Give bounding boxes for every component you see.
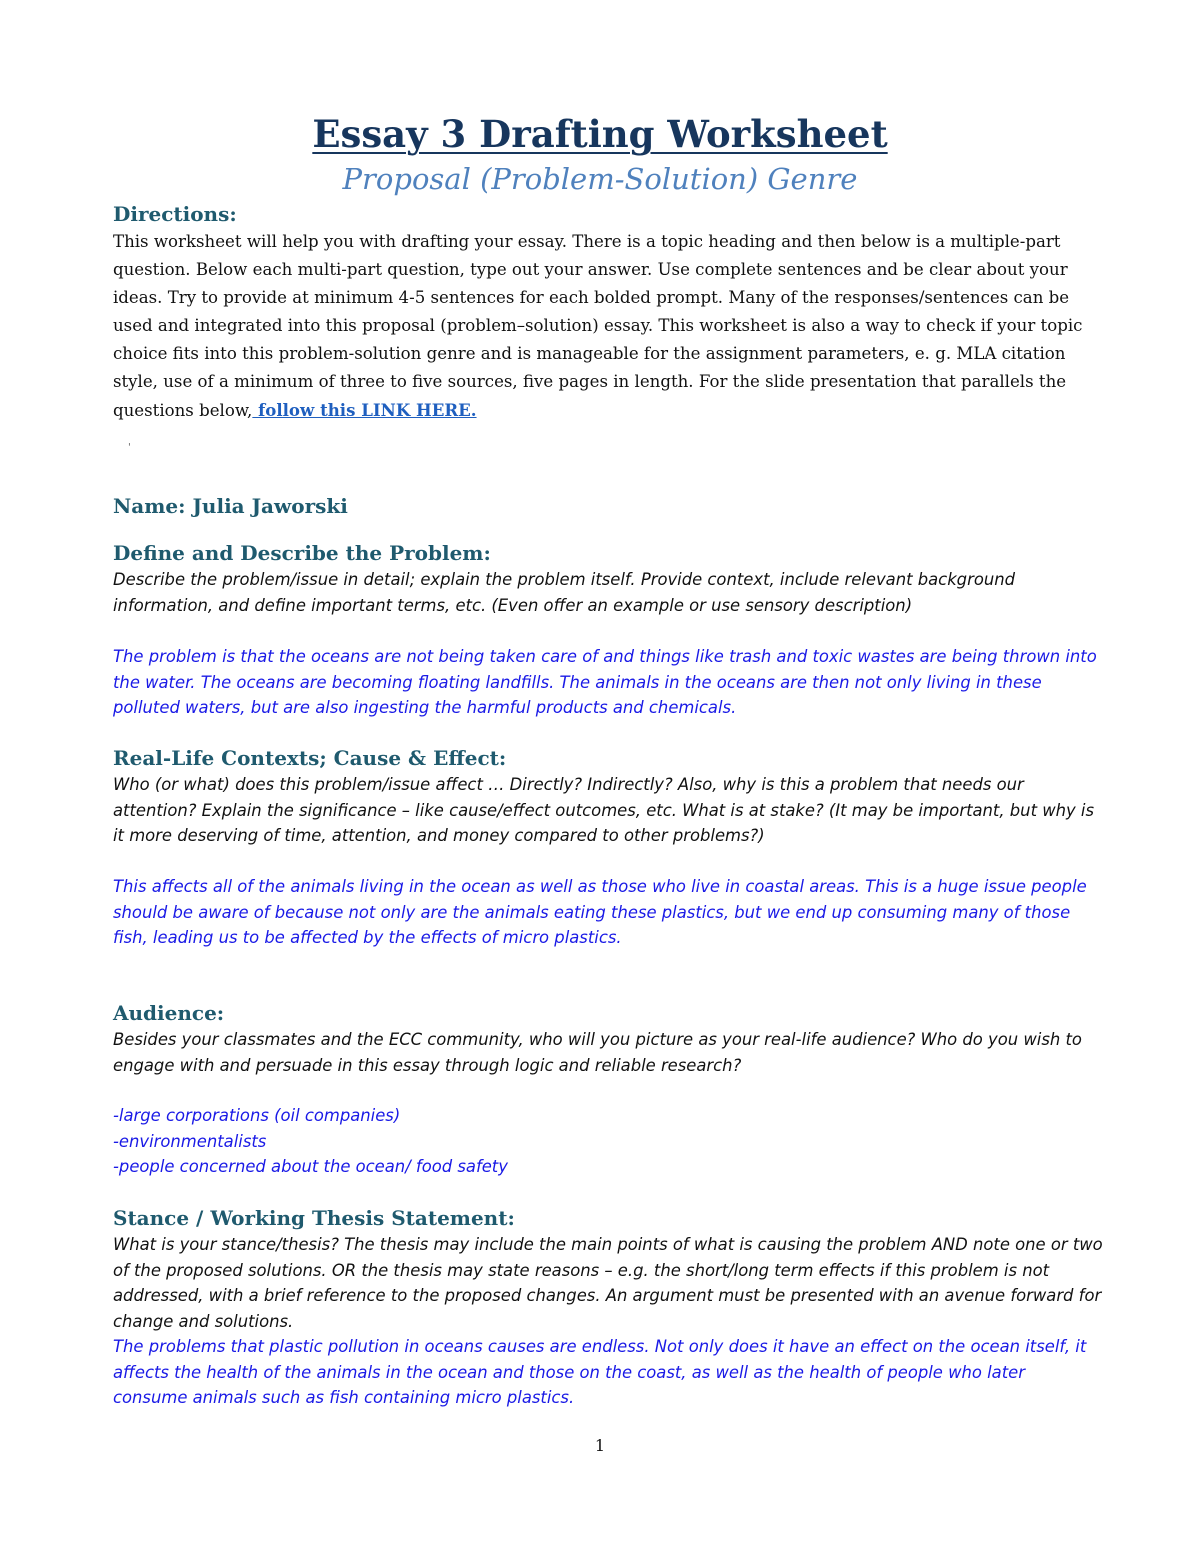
context-prompt: Who (or what) does this problem/issue affect … Directly? Indirectly? Also, why is this a problem that needs our attention? Explain the significance – like cause/effect outcomes, etc. What is at stake? (It may be important, but why is it more deserving of time, attention, and money compared to other problems?) [113,775,1095,845]
thesis-heading: Stance / Working Thesis Statement: [113,1206,515,1230]
audience-answer-item: -large corporations (oil companies) [113,1106,401,1125]
name-line: Name: Julia Jaworski [113,494,348,518]
thesis-answer: The problems that plastic pollution in oceans causes are endless. Not only does it have an effect on the ocean itself, it affects the health of the animals in the ocean and those on the coast, as well as the health of people who later consume animals such as fish containing micro plastics. [113,1337,1087,1407]
stray-mark: ' [128,442,131,453]
problem-heading: Define and Describe the Problem: [113,541,491,565]
document-subtitle: Proposal (Problem-Solution) Genre [342,162,858,196]
document-title: Essay 3 Drafting Worksheet [312,112,888,156]
directions-text [113,228,1093,425]
directions-heading: Directions: [113,202,237,226]
audience-prompt: Besides your classmates and the ECC community, who will you picture as your real-life audience? Who do you wish to engage with and persuade in this essay through logic and reliable research? [113,1030,1082,1075]
audience-heading: Audience: [113,1001,225,1025]
problem-answer: The problem is that the oceans are not being taken care of and things like trash and toxic wastes are being thrown into the water. The oceans are becoming floating landfills. The animals in the oceans are then not only living in these polluted waters, but are also ingesting the harmful products and chemicals. [113,647,1097,717]
context-heading: Real-Life Contexts; Cause & Effect: [113,746,507,770]
context-answer: This affects all of the animals living in the ocean as well as those who live in coastal areas. This is a huge issue people should be aware of because not only are the animals eating these plastics, but we end up consuming many of those fish, leading us to be affected by the effects of micro plastics. [113,877,1087,947]
audience-answer-item: -people concerned about the ocean/ food safety [113,1157,508,1176]
page-number: 1 [594,1436,606,1455]
slide-presentation-link[interactable]: follow this LINK HERE. [252,400,477,420]
audience-answers [113,1103,1103,1180]
directions-body: This worksheet will help you with drafting your essay. There is a topic heading and then below is a multiple-part question. Below each multi-part question, type out your answer. Use complete sentences and be clear about your ideas. Try to provide at minimum 4-5 sentences for each bolded prompt. Many of the responses/sentences can be used and integrated into this proposal (problem–solution) essay. This worksheet is also a way to check if your topic choice fits into this problem-solution genre and is manageable for the assignment parameters, e. g. MLA citation style, use of a minimum of three to five sources, five pages in length. For the slide presentation that parallels the questions below, [113,232,1083,420]
problem-prompt: Describe the problem/issue in detail; explain the problem itself. Provide context, include relevant background information, and define important terms, etc. (Even offer an example or use sensory description) [113,570,1016,615]
audience-answer-item: -environmentalists [113,1131,267,1151]
thesis-prompt: What is your stance/thesis? The thesis may include the main points of what is causing the problem AND note one or two of the proposed solutions. OR the thesis may state reasons – e.g. the short/long term effects if this problem is not addressed, with a brief reference to the proposed changes. An argument must be presented with an avenue forward for change and solutions. [113,1235,1103,1331]
